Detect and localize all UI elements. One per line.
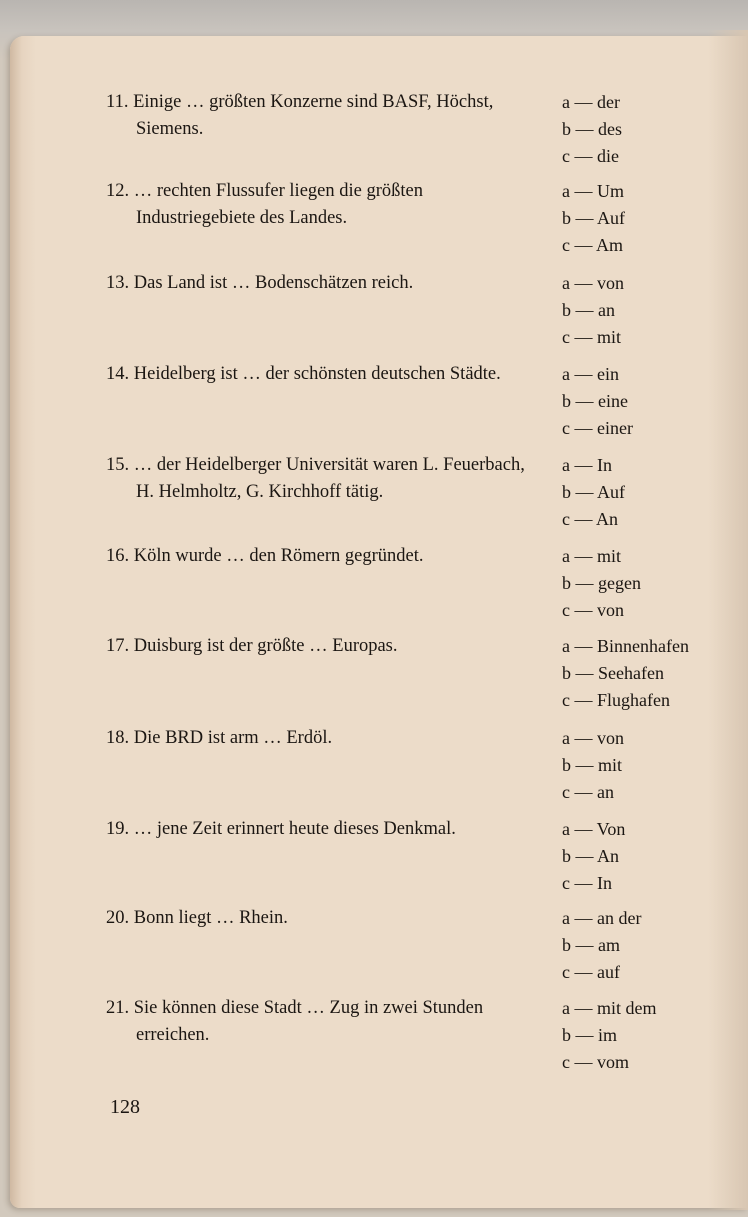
question-text: Das Land ist … Bodenschätzen reich. [133,273,414,293]
question-text-continued: H. Helmholtz, G. Kirchhoff tätig. [136,482,384,502]
question-text-continued: erreichen. [136,1025,210,1045]
option-c: c — In [562,873,612,893]
question-14 [106,361,576,388]
options-11 [562,89,622,170]
option-b: b — eine [562,391,628,411]
question-15 [106,452,576,506]
option-b: b — Auf [562,208,625,228]
options-17 [562,633,689,714]
question-number: 13. [106,273,130,293]
question-text-continued: Siemens. [136,119,204,139]
question-number: 21. [106,998,130,1018]
question-text: Duisburg ist der größte … Europas. [133,636,398,656]
question-number: 16. [106,546,130,566]
options-13 [562,270,624,351]
option-a: a — Um [562,181,624,201]
options-16 [562,543,641,624]
option-c: c — an [562,782,614,802]
options-19 [562,816,625,897]
question-number: 19. [106,819,130,839]
option-c: c — An [562,509,618,529]
option-b: b — gegen [562,573,641,593]
option-c: c — Flughafen [562,690,670,710]
question-18 [106,725,576,752]
question-number: 18. [106,728,130,748]
question-number: 14. [106,364,130,384]
page-binding-edge [10,36,36,1208]
option-a: a — Binnenhafen [562,636,689,656]
option-c: c — von [562,600,624,620]
option-b: b — Seehafen [562,663,664,683]
options-14 [562,361,633,442]
question-12 [106,178,576,232]
question-19 [106,816,576,843]
option-b: b — an [562,300,615,320]
option-a: a — Von [562,819,626,839]
option-a: a — In [562,455,612,475]
option-b: b — An [562,846,620,866]
option-b: b — mit [562,755,623,775]
question-number: 11. [106,92,129,112]
option-a: a — an der [562,908,642,928]
option-b: b — des [562,119,622,139]
question-number: 15. [106,455,130,475]
options-20 [562,905,641,986]
question-16 [106,543,576,570]
option-a: a — mit [562,546,621,566]
question-text: Die BRD ist arm … Erdöl. [133,728,333,748]
question-number: 12. [106,181,130,201]
option-c: c — vom [562,1052,629,1072]
option-b: b — am [562,935,620,955]
question-text: Einige … größten Konzerne sind BASF, Höchst, [133,92,494,112]
options-15 [562,452,625,533]
question-text: Köln wurde … den Römern gegründet. [133,546,424,566]
question-text: … rechten Flussufer liegen die größten [133,181,423,201]
option-b: b — Auf [562,482,625,502]
question-number: 17. [106,636,130,656]
option-a: a — mit dem [562,998,657,1018]
question-20 [106,905,576,932]
options-12 [562,178,625,259]
option-b: b — im [562,1025,618,1045]
page-right-shadow [708,30,748,1210]
option-a: a — der [562,92,620,112]
question-text: … jene Zeit erinnert heute dieses Denkmal. [133,819,456,839]
option-c: c — einer [562,418,633,438]
option-c: c — die [562,146,619,166]
question-text: Bonn liegt … Rhein. [133,908,288,928]
option-a: a — von [562,273,624,293]
question-17 [106,633,576,660]
option-a: a — von [562,728,624,748]
option-c: c — Am [562,235,623,255]
question-13 [106,270,576,297]
option-c: c — auf [562,962,620,982]
question-11 [106,89,576,143]
question-21 [106,995,576,1049]
question-text: … der Heidelberger Universität waren L. Feuerbach, [133,455,525,475]
options-18 [562,725,624,806]
option-c: c — mit [562,327,621,347]
question-text: Heidelberg ist … der schönsten deutschen Städte. [133,364,501,384]
question-number: 20. [106,908,130,928]
question-text-continued: Industriegebiete des Landes. [136,208,348,228]
page-number: 128 [110,1096,140,1118]
options-21 [562,995,656,1076]
option-a: a — ein [562,364,619,384]
question-text: Sie können diese Stadt … Zug in zwei Stunden [133,998,484,1018]
